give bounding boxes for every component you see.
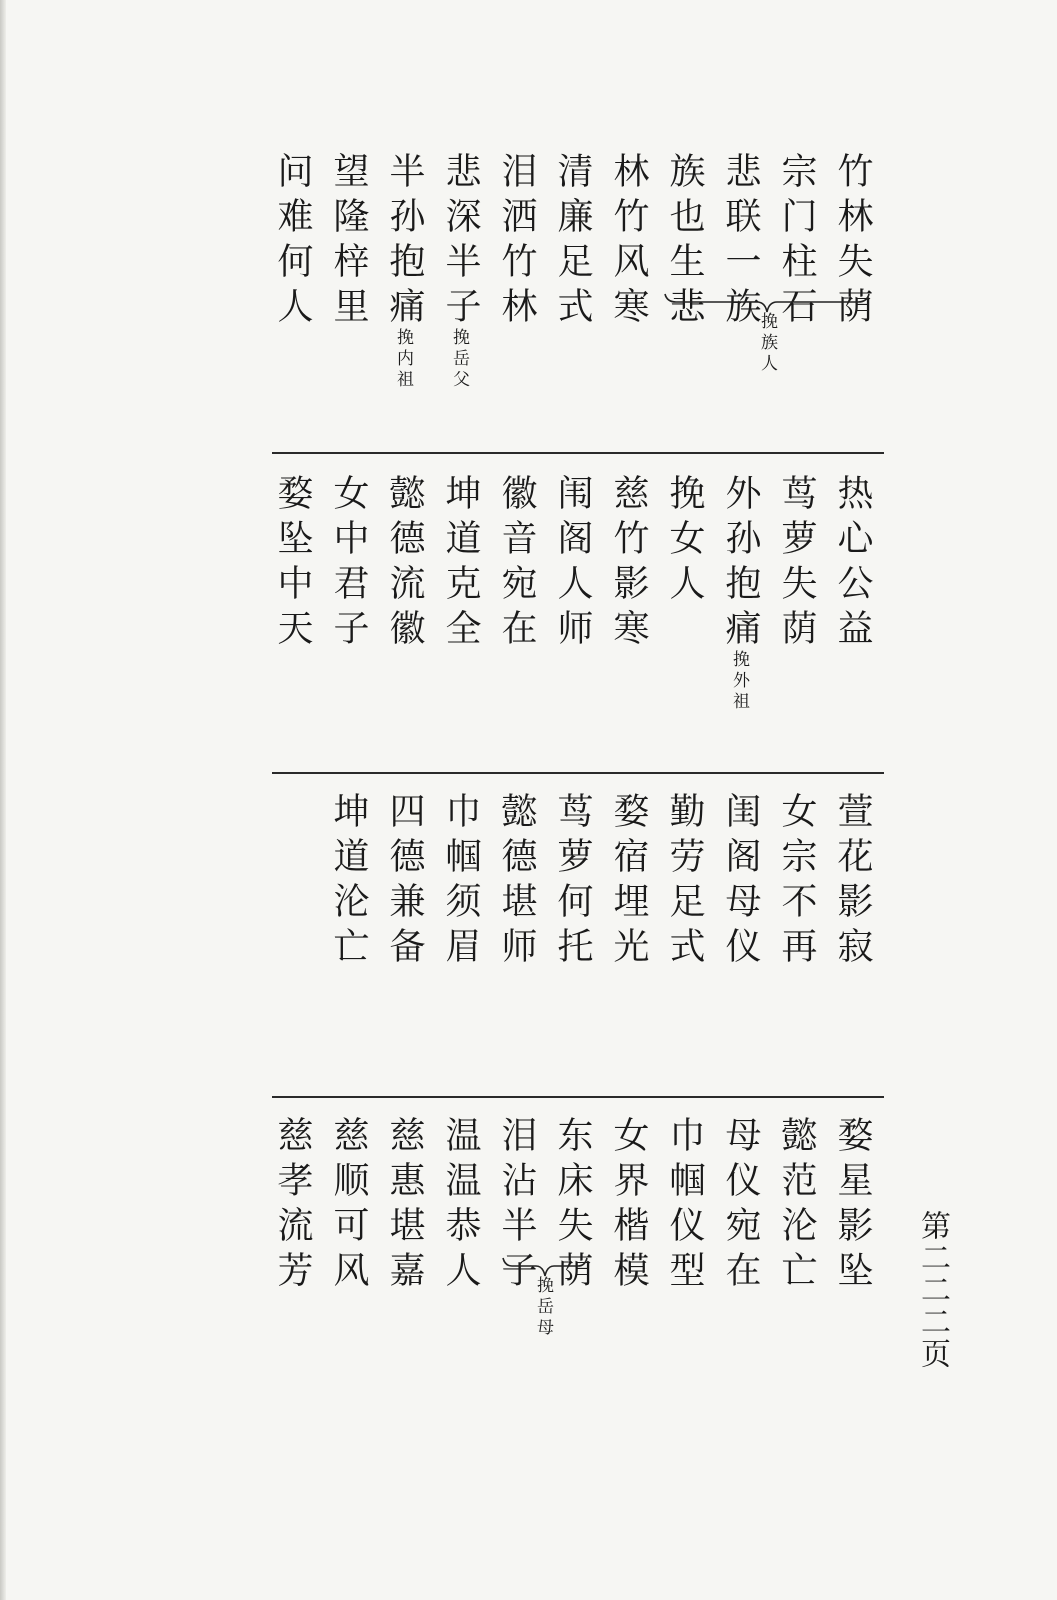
annotation-note: 挽族人 [757, 312, 777, 375]
couplet-section-3 [272, 792, 884, 1092]
couplet-column: 茑萝失荫 [776, 474, 817, 654]
couplet-column: 母仪宛在 [720, 1116, 761, 1296]
couplet-column: 勤劳足式 [664, 792, 705, 972]
couplet-column: 半孙抱痛 [384, 152, 425, 332]
couplet-column: 女界楷模 [608, 1116, 649, 1296]
couplet-column: 挽女人 [664, 474, 705, 609]
couplet-column: 悲深半子 [440, 152, 481, 332]
divider-line-1 [272, 452, 884, 454]
couplet-column: 女中君子 [328, 474, 369, 654]
couplet-column: 懿德流徽 [384, 474, 425, 654]
couplet-column: 巾帼须眉 [440, 792, 481, 972]
couplet-column: 东床失荫 [552, 1116, 593, 1296]
couplet-column: 泪洒竹林 [496, 152, 537, 332]
couplet-column: 慈孝流芳 [272, 1116, 313, 1296]
couplet-column: 女宗不再 [776, 792, 817, 972]
couplet-column: 闱阁人师 [552, 474, 593, 654]
page-edge [0, 0, 6, 1600]
couplet-column: 外孙抱痛 [720, 474, 761, 654]
couplet-column: 泪沾半子 [496, 1116, 537, 1296]
couplet-section-2 [272, 474, 884, 764]
couplet-column: 慈竹影寒 [608, 474, 649, 654]
couplet-column: 竹林失荫 [832, 152, 873, 332]
couplet-column: 婺坠中天 [272, 474, 313, 654]
page-number: 第二二二页 [915, 1210, 950, 1370]
couplet-column: 宗门柱石 [776, 152, 817, 332]
couplet-column: 闺阁母仪 [720, 792, 761, 972]
annotation-note: 挽岳父 [449, 328, 469, 391]
bracket-brace-1 [662, 292, 872, 316]
couplet-column: 四德兼备 [384, 792, 425, 972]
bracket-brace-4 [500, 1256, 590, 1280]
couplet-column: 温温恭人 [440, 1116, 481, 1296]
couplet-column: 族也生悲 [664, 152, 705, 332]
divider-line-2 [272, 772, 884, 774]
couplet-column: 问难何人 [272, 152, 313, 332]
couplet-column: 热心公益 [832, 474, 873, 654]
annotation-note: 挽岳母 [533, 1276, 553, 1339]
couplet-column: 慈惠堪嘉 [384, 1116, 425, 1296]
couplet-column: 徽音宛在 [496, 474, 537, 654]
couplet-column: 婺星影坠 [832, 1116, 873, 1296]
couplet-column: 婺宿埋光 [608, 792, 649, 972]
annotation-note: 挽内祖 [393, 328, 413, 391]
couplet-column: 望隆梓里 [328, 152, 369, 332]
couplet-column: 慈顺可风 [328, 1116, 369, 1296]
couplet-column: 懿范沦亡 [776, 1116, 817, 1296]
couplet-column: 清廉足式 [552, 152, 593, 332]
couplet-column: 萱花影寂 [832, 792, 873, 972]
couplet-column: 懿德堪师 [496, 792, 537, 972]
annotation-note: 挽外祖 [729, 650, 749, 713]
couplet-column: 林竹风寒 [608, 152, 649, 332]
divider-line-3 [272, 1096, 884, 1098]
couplet-column: 茑萝何托 [552, 792, 593, 972]
couplet-column: 坤道克全 [440, 474, 481, 654]
couplet-column: 悲联一族 [720, 152, 761, 332]
couplet-column: 坤道沦亡 [328, 792, 369, 972]
couplet-column: 巾帼仪型 [664, 1116, 705, 1296]
